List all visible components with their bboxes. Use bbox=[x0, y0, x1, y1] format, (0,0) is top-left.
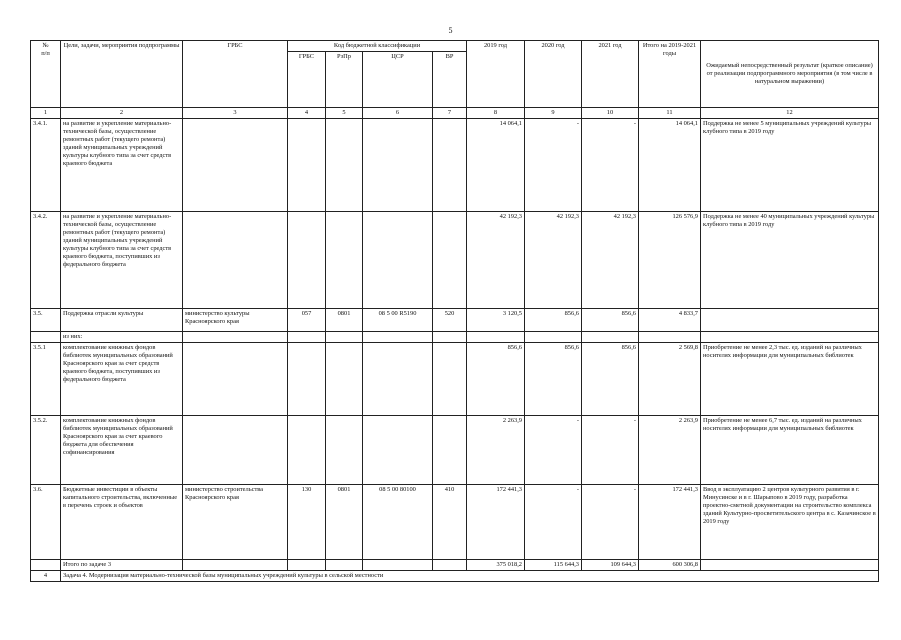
row-num: 3.6. bbox=[31, 485, 61, 560]
table-row bbox=[31, 343, 879, 416]
row-code-csr: 08 5 00 R5190 bbox=[363, 309, 433, 332]
total-sum: 600 306,8 bbox=[639, 560, 701, 571]
task-row bbox=[31, 571, 879, 582]
row-total: 14 064,1 bbox=[639, 119, 701, 212]
total-2021: 109 644,3 bbox=[582, 560, 639, 571]
row-total: 2 263,9 bbox=[639, 416, 701, 485]
row-2021: 856,6 bbox=[582, 309, 639, 332]
row-code-csr bbox=[363, 212, 433, 309]
header-2020: 2020 год bbox=[525, 41, 582, 108]
row-total: 172 441,3 bbox=[639, 485, 701, 560]
row-code-grbs: 130 bbox=[288, 485, 326, 560]
row-2019: 2 263,9 bbox=[467, 416, 525, 485]
row-code-vr bbox=[433, 416, 467, 485]
row-num: 3.4.1. bbox=[31, 119, 61, 212]
row-code-grbs bbox=[288, 416, 326, 485]
col-index: 12 bbox=[701, 108, 879, 119]
row-result bbox=[701, 309, 879, 332]
row-code-grbs bbox=[288, 212, 326, 309]
col-index: 11 bbox=[639, 108, 701, 119]
col-index: 2 bbox=[61, 108, 183, 119]
row-grbs: министерство строительства Красноярского края bbox=[183, 485, 288, 560]
row-result: Поддержка не менее 40 муниципальных учреждений культуры клубного типа в 2019 году bbox=[701, 212, 879, 309]
column-index-row bbox=[31, 108, 879, 119]
row-goal: на развитие и укрепление материально-технической базы, осуществление ремонтных работ (текущего ремонта) зданий муниципальных учреждений культуры клубного типа за счет средств краевого бюджета bbox=[61, 119, 183, 212]
row-num bbox=[31, 332, 61, 343]
header-goals: Цели, задачи, мероприятия подпрограммы bbox=[61, 41, 183, 108]
row-num: 3.5.2. bbox=[31, 416, 61, 485]
total-2019: 375 018,2 bbox=[467, 560, 525, 571]
row-code-grbs bbox=[288, 119, 326, 212]
row-code-vr: 410 bbox=[433, 485, 467, 560]
col-index: 6 bbox=[363, 108, 433, 119]
row-grbs: министерство культуры Красноярского края bbox=[183, 309, 288, 332]
table-row bbox=[31, 119, 879, 212]
header-row-1 bbox=[31, 41, 879, 52]
row-goal: из них: bbox=[61, 332, 183, 343]
row-2019: 3 120,5 bbox=[467, 309, 525, 332]
row-code-rzpr bbox=[326, 416, 363, 485]
header-code-group: Код бюджетной классификации bbox=[288, 41, 467, 52]
header-2019: 2019 год bbox=[467, 41, 525, 108]
row-code-rzpr bbox=[326, 343, 363, 416]
row-code-vr bbox=[433, 212, 467, 309]
row-code-vr: 520 bbox=[433, 309, 467, 332]
row-result: Приобретение не менее 2,3 тыс. ед. изданий на различных носителях информации для муниципальных библиотек bbox=[701, 343, 879, 416]
row-num: 3.5. bbox=[31, 309, 61, 332]
row-2019: 856,6 bbox=[467, 343, 525, 416]
row-num: 3.4.2. bbox=[31, 212, 61, 309]
row-total: 2 569,8 bbox=[639, 343, 701, 416]
row-code-grbs bbox=[288, 343, 326, 416]
row-2020: 42 192,3 bbox=[525, 212, 582, 309]
row-num: 3.5.1 bbox=[31, 343, 61, 416]
table-row bbox=[31, 332, 879, 343]
row-grbs bbox=[183, 416, 288, 485]
header-code-grbs: ГРБС bbox=[288, 52, 326, 108]
row-code-csr bbox=[363, 416, 433, 485]
table-row bbox=[31, 212, 879, 309]
row-total: 126 576,9 bbox=[639, 212, 701, 309]
col-index: 5 bbox=[326, 108, 363, 119]
row-grbs bbox=[183, 212, 288, 309]
col-index: 10 bbox=[582, 108, 639, 119]
header-grbs: ГРБС bbox=[183, 41, 288, 108]
row-grbs bbox=[183, 343, 288, 416]
task-num: 4 bbox=[31, 571, 61, 582]
row-code-rzpr: 0801 bbox=[326, 485, 363, 560]
row-2019: 172 441,3 bbox=[467, 485, 525, 560]
col-index: 8 bbox=[467, 108, 525, 119]
row-2021: - bbox=[582, 119, 639, 212]
row-goal: комплектование книжных фондов библиотек муниципальных образований Красноярского края за счет средств краевого бюджета, поступивших из федерального бюджета bbox=[61, 343, 183, 416]
row-goal: Бюджетные инвестиции в объекты капитального строительства, включенные в перечень строек и объектов bbox=[61, 485, 183, 560]
row-result: Приобретение не менее 6,7 тыс. ед. изданий на различных носителях информации для муниципальных библиотек bbox=[701, 416, 879, 485]
table-row bbox=[31, 309, 879, 332]
col-index: 1 bbox=[31, 108, 61, 119]
total-label: Итого по задаче 3 bbox=[61, 560, 183, 571]
row-goal: на развитие и укрепление материально-технической базы, осуществление ремонтных работ (текущего ремонта) зданий муниципальных учреждений культуры клубного типа за счет средств краевого бюджета, поступивших из федерального бюджета bbox=[61, 212, 183, 309]
table-row bbox=[31, 416, 879, 485]
row-2020: - bbox=[525, 485, 582, 560]
row-code-vr bbox=[433, 119, 467, 212]
header-2021: 2021 год bbox=[582, 41, 639, 108]
row-code-rzpr: 0801 bbox=[326, 309, 363, 332]
row-2020: 856,6 bbox=[525, 343, 582, 416]
row-total: 4 833,7 bbox=[639, 309, 701, 332]
row-2020: - bbox=[525, 416, 582, 485]
row-2020: 856,6 bbox=[525, 309, 582, 332]
row-result: Поддержка не менее 5 муниципальных учреждений культуры клубного типа в 2019 году bbox=[701, 119, 879, 212]
row-code-vr bbox=[433, 343, 467, 416]
row-2021: - bbox=[582, 485, 639, 560]
table-row bbox=[31, 485, 879, 560]
row-2021: 42 192,3 bbox=[582, 212, 639, 309]
row-result: Ввод в эксплуатацию 2 центров культурного развития в г. Минусинске и в г. Шарыпово в 2019 году, разработка проектно-сметной документации на строительство комплекса зданий Культурно-просветительского центра в с. Казачинское в 2019 году bbox=[701, 485, 879, 560]
total-row bbox=[31, 560, 879, 571]
row-code-csr bbox=[363, 343, 433, 416]
row-code-csr: 08 5 00 80100 bbox=[363, 485, 433, 560]
col-index: 7 bbox=[433, 108, 467, 119]
row-2021: 856,6 bbox=[582, 343, 639, 416]
row-code-rzpr bbox=[326, 212, 363, 309]
header-num: № п/п bbox=[31, 41, 61, 108]
budget-table bbox=[30, 40, 879, 582]
header-total: Итого на 2019-2021 годы bbox=[639, 41, 701, 108]
col-index: 9 bbox=[525, 108, 582, 119]
row-2020: - bbox=[525, 119, 582, 212]
row-2021: - bbox=[582, 416, 639, 485]
task-title: Задача 4. Модернизация материально-технической базы муниципальных учреждений культуры в сельской местности bbox=[61, 571, 879, 582]
row-code-grbs: 057 bbox=[288, 309, 326, 332]
row-goal: комплектование книжных фондов библиотек муниципальных образований Красноярского края за счет краевого бюджета для обеспечения софинансирования bbox=[61, 416, 183, 485]
row-grbs bbox=[183, 119, 288, 212]
header-code-csr: ЦСР bbox=[363, 52, 433, 108]
col-index: 3 bbox=[183, 108, 288, 119]
row-goal: Поддержка отрасли культуры bbox=[61, 309, 183, 332]
header-code-vr: ВР bbox=[433, 52, 467, 108]
header-code-rzpr: РзПр bbox=[326, 52, 363, 108]
row-2019: 14 064,1 bbox=[467, 119, 525, 212]
header-result: Ожидаемый непосредственный результат (краткое описание) от реализации подпрограммного мероприятия (в том числе в натуральном выражении) bbox=[701, 41, 879, 108]
col-index: 4 bbox=[288, 108, 326, 119]
row-2019: 42 192,3 bbox=[467, 212, 525, 309]
total-2020: 115 644,3 bbox=[525, 560, 582, 571]
row-code-rzpr bbox=[326, 119, 363, 212]
page-number: 5 bbox=[448, 26, 453, 35]
row-code-csr bbox=[363, 119, 433, 212]
